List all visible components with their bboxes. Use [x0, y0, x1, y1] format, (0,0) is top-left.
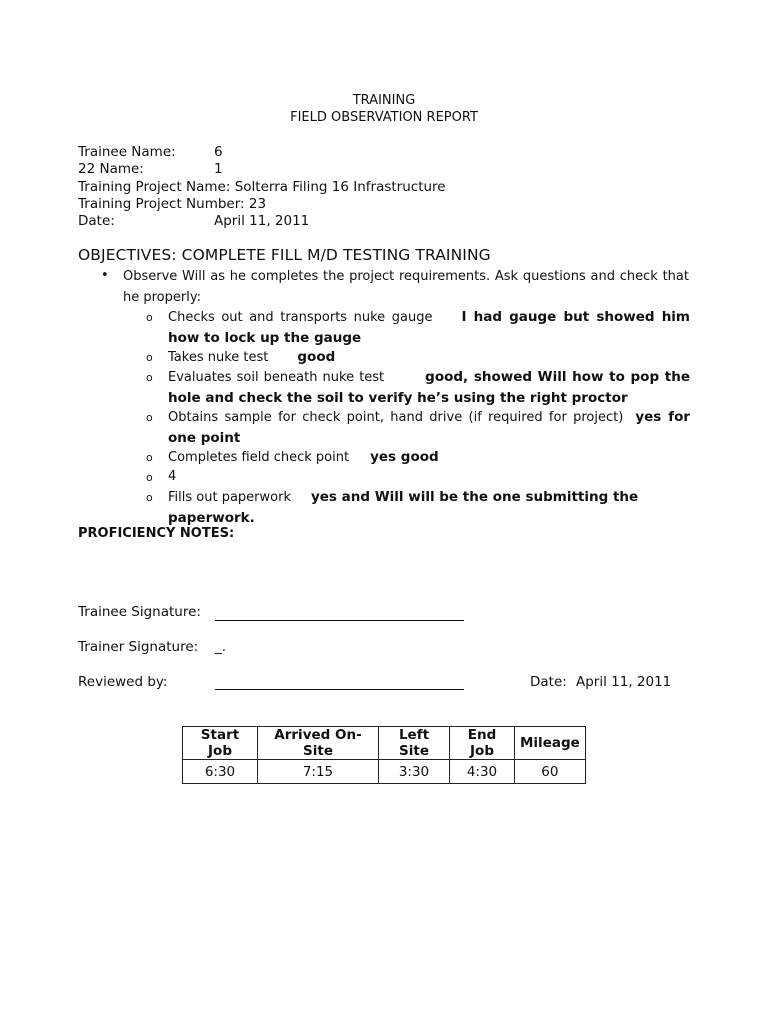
- table-header-row: [183, 727, 586, 760]
- circle-bullet-icon: o: [146, 371, 153, 384]
- trainee-signature-line: [215, 620, 464, 621]
- field-label-trainee-name: Trainee Name:: [78, 144, 176, 160]
- objective-task: Fills out paperwork: [168, 490, 291, 505]
- objective-task: Completes field check point: [168, 450, 350, 465]
- objectives-heading: OBJECTIVES: COMPLETE FILL M/D TESTING TRAINING: [78, 246, 491, 264]
- column-arrived-on-site: Arrived On-Site: [258, 727, 379, 760]
- objective-task: Obtains sample for check point, hand drive (if required for project): [168, 410, 624, 425]
- objective-task: Takes nuke test: [168, 350, 269, 365]
- table-row: [183, 760, 586, 784]
- objectives-bullet-text: Observe Will as he completes the project requirements. Ask questions and check that he properly:: [123, 269, 689, 305]
- objective-task: Evaluates soil beneath nuke test: [168, 370, 385, 385]
- circle-bullet-icon: o: [146, 411, 153, 424]
- objective-item: [168, 347, 690, 368]
- field-value-date: April 11, 2011: [214, 213, 310, 229]
- objective-task: 4: [168, 469, 177, 484]
- bullet-icon: •: [101, 268, 109, 283]
- column-end-job: End Job: [450, 727, 515, 760]
- objective-item: [168, 487, 690, 529]
- circle-bullet-icon: o: [146, 491, 153, 504]
- objective-note: good: [297, 349, 336, 365]
- cell-mileage: 60: [515, 760, 586, 784]
- objective-note: good, showed Will how to pop the hole and check the soil to verify he’s using the right proctor: [168, 369, 690, 406]
- circle-bullet-icon: o: [146, 311, 153, 324]
- circle-bullet-icon: o: [146, 451, 153, 464]
- column-mileage: Mileage: [515, 727, 586, 760]
- report-title-line2: FIELD OBSERVATION REPORT: [290, 110, 478, 125]
- circle-bullet-icon: o: [146, 351, 153, 364]
- cell-start-job: 6:30: [183, 760, 258, 784]
- field-label-22-name: 22 Name:: [78, 161, 144, 177]
- objective-item: [168, 447, 690, 468]
- trainer-signature-label: Trainer Signature:: [78, 639, 199, 655]
- column-start-job: Start Job: [183, 727, 258, 760]
- reviewed-by-line: [215, 689, 464, 690]
- objective-note: I had gauge but showed him how to lock up the gauge: [168, 309, 690, 346]
- circle-bullet-icon: o: [146, 471, 153, 484]
- trainee-signature-label: Trainee Signature:: [78, 604, 201, 620]
- objective-note: yes and Will will be the one submitting the paperwork.: [168, 489, 639, 526]
- cell-end-job: 4:30: [450, 760, 515, 784]
- job-log-table: [182, 726, 586, 784]
- column-left-site: Left Site: [379, 727, 450, 760]
- objective-item: [168, 307, 690, 349]
- objective-item: [168, 467, 690, 487]
- trainer-signature-mark: _.: [215, 639, 227, 655]
- cell-left-site: 3:30: [379, 760, 450, 784]
- reviewed-by-label: Reviewed by:: [78, 674, 168, 690]
- field-project-name: Training Project Name: Solterra Filing 16 Infrastructure: [78, 179, 446, 195]
- field-value-trainee-name: 6: [214, 144, 223, 160]
- proficiency-notes-heading: PROFICIENCY NOTES:: [78, 526, 235, 541]
- review-date-value: April 11, 2011: [576, 674, 672, 690]
- report-title-line1: TRAINING: [352, 93, 416, 108]
- field-value-22-name: 1: [214, 161, 223, 177]
- field-label-date: Date:: [78, 213, 115, 229]
- objective-task: Checks out and transports nuke gauge: [168, 310, 433, 325]
- objective-item: [168, 407, 690, 449]
- objective-note: yes for one point: [168, 409, 691, 446]
- objective-note: yes good: [370, 449, 439, 465]
- objective-item: [168, 367, 690, 409]
- field-project-number: Training Project Number: 23: [78, 196, 267, 212]
- cell-arrived-on-site: 7:15: [258, 760, 379, 784]
- review-date-label: Date:: [530, 674, 567, 690]
